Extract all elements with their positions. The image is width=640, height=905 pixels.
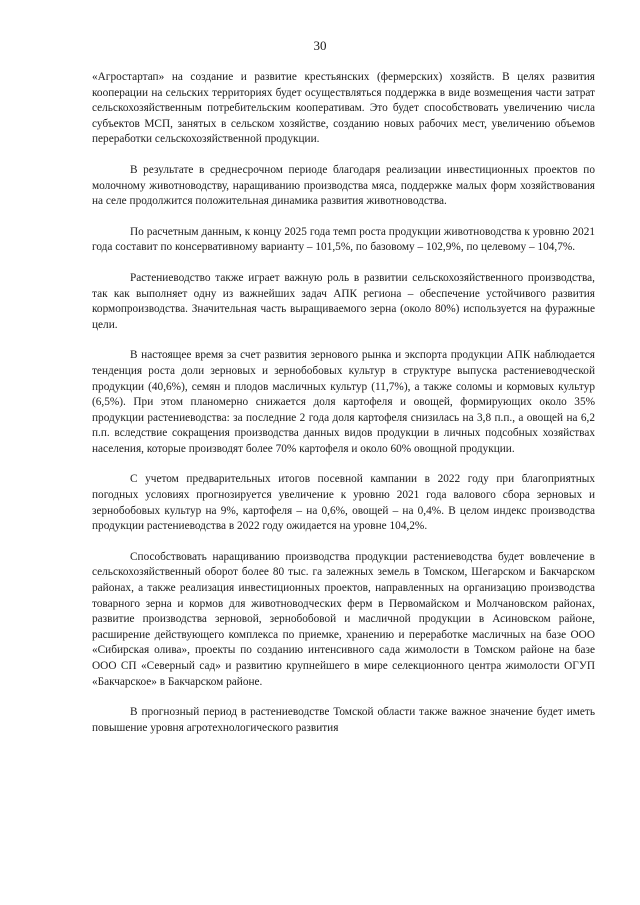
paragraph-7: Способствовать наращиванию производства продукции растениеводства будет вовлечение в сельскохозяйственный оборот более 80 тыс. га залежных земель в Томском, Шегарском и Бакчарском районах, а также реализация инвестиционных проектов, направленных на организацию производства товарного зерна и кормов для животноводческих ферм в Первомайском и Молчановском районах, развитие производства зерновой, зернобобовой и масличной продукции в Асиновском районе, расширение действующего комплекса по приемке, хранению и переработке масличных на базе ООО «Сибирская олива», проекты по созданию интенсивного сада жимолости в Томском районе на базе ООО СП «Северный сад» и развитию крупнейшего в мире селекционного центра жимолости ОГУП «Бакчарское» в Бакчарском районе. — [92, 550, 595, 688]
paragraph-4: Растениеводство также играет важную роль в развитии сельскохозяйственного производства, так как выполняет одну из важнейших задач АПК региона – обеспечение устойчивого развития кормопроизводства. Значительная часть выращиваемого зерна (около 80%) используется на фуражные цели. — [92, 271, 595, 331]
page-number: 30 — [313, 38, 327, 53]
paragraph-2: В результате в среднесрочном периоде благодаря реализации инвестиционных проектов по молочному животноводству, наращиванию производства мяса, поддержке малых форм хозяйствования на селе продолжится положительная динамика развития животноводства. — [92, 163, 595, 208]
paragraph-6: С учетом предварительных итогов посевной кампании в 2022 году при благоприятных погодных условиях прогнозируется увеличение к уровню 2021 года валового сбора зерновых и зернобобовых культур на 9%, картофеля – на 0,6%, овощей – на 0,4%. В целом индекс производства продукции растениеводства в 2022 году ожидается на уровне 104,2%. — [92, 473, 595, 533]
paragraph-8: В прогнозный период в растениеводстве Томской области также важное значение будет иметь повышение уровня агротехнологического развития — [92, 706, 595, 734]
paragraph-3: По расчетным данным, к концу 2025 года темп роста продукции животноводства к уровню 2021 года составит по консервативному варианту – 101,5%, по базовому – 102,9%, по целевому – 104,7%. — [92, 225, 595, 254]
paragraph-1: «Агростартап» на создание и развитие крестьянских (фермерских) хозяйств. В целях развития кооперации на сельских территориях будет осуществляться поддержка в виде возмещения части затрат сельскохозяйственным потребительским кооперативам. Это будет способствовать увеличению числа субъектов МСП, занятых в сельском хозяйстве, созданию новых рабочих мест, увеличению объемов переработки сельскохозяйственной продукции. — [92, 71, 595, 146]
page-body — [92, 70, 595, 736]
paragraph-5: В настоящее время за счет развития зернового рынка и экспорта продукции АПК наблюдается тенденция роста доли зерновых и зернобобовых культур в структуре выпуска растениеводческой продукции (40,6%), семян и плодов масличных культур (11,7%), а также соломы и кормовых культур (6,5%). При этом планомерно снижается доля картофеля и овощей, формирующих около 35% продукции растениеводства: за последние 2 года доля картофеля снизилась на 3,8 п.п., а овощей на 6,2 п.п. вследствие сокращения производства данных видов продукции в личных подсобных хозяйствах населения, которые производят более 70% картофеля и около 60% овощной продукции. — [92, 349, 595, 455]
